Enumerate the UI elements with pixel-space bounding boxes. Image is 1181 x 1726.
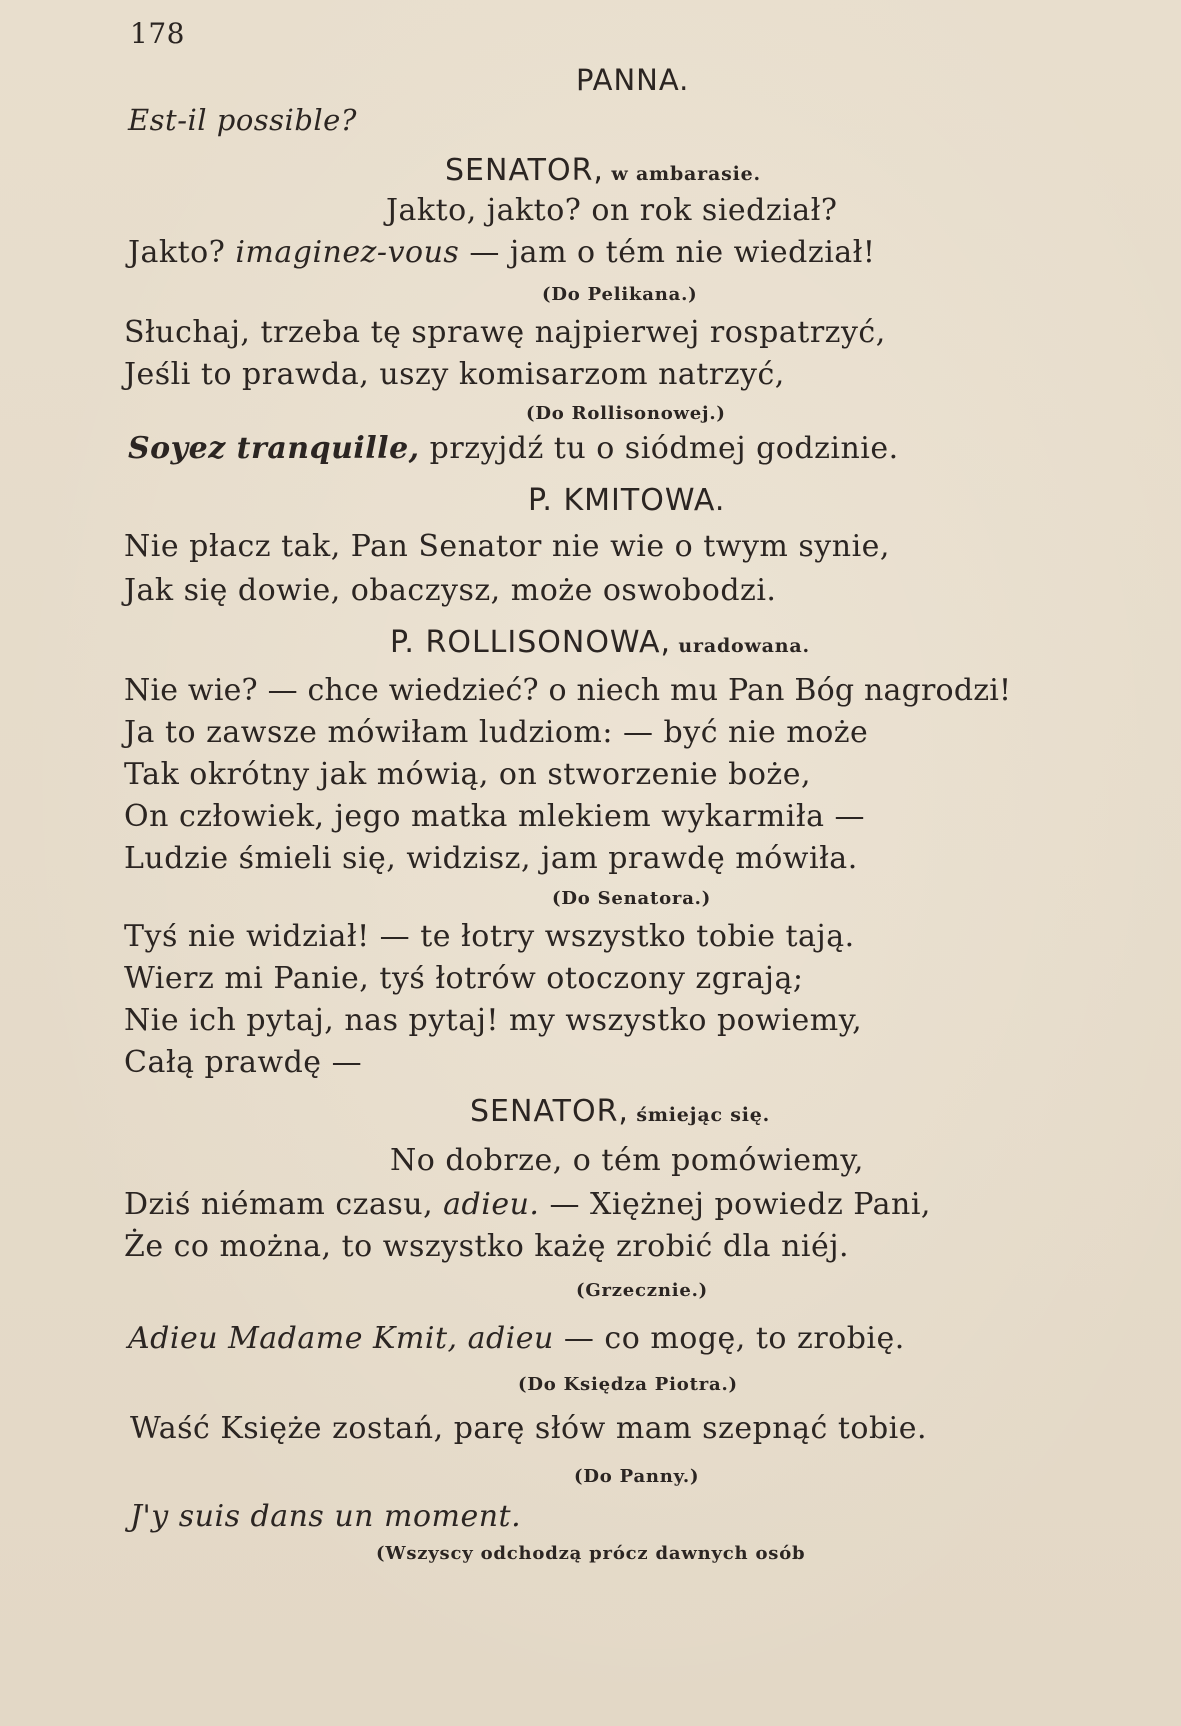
- verse-line: Jak się dowie, obaczysz, może oswobodzi.: [124, 573, 777, 608]
- verse-line: Tak okrótny jak mówią, on stworzenie boże,: [124, 757, 812, 792]
- text-span: — jam o tém nie wiedział!: [459, 235, 876, 270]
- verse-line: Est-il possible?: [128, 103, 357, 137]
- speaker-heading: [390, 625, 810, 660]
- verse-line: Że co można, to wszystko każę zrobić dla niéj.: [124, 1229, 850, 1264]
- verse-line: Nie ich pytaj, nas pytaj! my wszystko powiemy,: [124, 1003, 863, 1038]
- speaker-name: SENATOR,: [470, 1094, 629, 1129]
- stage-direction: (Do Księdza Piotra.): [518, 1374, 738, 1395]
- speaker-name: PANNA.: [576, 63, 690, 97]
- text-span: przyjdź tu o siódmej godzinie.: [419, 431, 899, 466]
- speaker-name: P. ROLLISONOWA,: [390, 625, 672, 660]
- stage-direction: (Do Senatora.): [552, 888, 712, 909]
- stage-direction: uradowana.: [671, 635, 810, 657]
- page-number: 178: [130, 17, 185, 50]
- verse-line: [124, 1187, 931, 1222]
- verse-line: No dobrze, o tém pomówiemy,: [390, 1143, 864, 1178]
- verse-line: [128, 1321, 905, 1356]
- stage-direction: (Do Panny.): [574, 1466, 700, 1487]
- verse-line: Nie wie? — chce wiedzieć? o niech mu Pan Bóg nagrodzi!: [124, 673, 1012, 708]
- verse-line: On człowiek, jego matka mlekiem wykarmiła —: [124, 799, 866, 834]
- speaker-name: P. KMITOWA.: [528, 483, 726, 518]
- stage-direction: (Wszyscy odchodzą prócz dawnych osób: [376, 1543, 806, 1564]
- verse-line: Całą prawdę —: [124, 1045, 363, 1080]
- verse-line: Waść Księże zostań, parę słów mam szepnąć tobie.: [130, 1411, 928, 1446]
- verse-line: Słuchaj, trzeba tę sprawę najpierwej rospatrzyć,: [124, 315, 886, 350]
- text-span: Dziś niémam czasu,: [124, 1187, 444, 1222]
- text-span: — co mogę, to zrobię.: [553, 1321, 905, 1356]
- text-span: Jakto?: [128, 235, 236, 270]
- italic-span: imaginez-vous: [235, 235, 460, 270]
- verse-line: J'y suis dans un moment.: [130, 1499, 522, 1534]
- verse-line: Jeśli to prawda, uszy komisarzom natrzyć,: [124, 357, 785, 392]
- verse-line: Ludzie śmieli się, widzisz, jam prawdę mówiła.: [124, 841, 858, 876]
- verse-line: Tyś nie widział! — te łotry wszystko tobie tają.: [124, 919, 855, 954]
- verse-line: [128, 431, 899, 466]
- verse-line: Jakto, jakto? on rok siedział?: [386, 193, 838, 228]
- speaker-heading: [445, 153, 761, 188]
- text-span: — Xiężnej powiedz Pani,: [539, 1187, 931, 1222]
- stage-direction: (Grzecznie.): [576, 1280, 708, 1301]
- italic-span: adieu.: [443, 1187, 540, 1222]
- stage-direction: w ambarasie.: [603, 163, 761, 185]
- verse-line: Wierz mi Panie, tyś łotrów otoczony zgrają;: [124, 961, 804, 996]
- stage-direction: (Do Pelikana.): [542, 284, 698, 305]
- verse-line: [128, 235, 876, 270]
- italic-span: Soyez tranquille,: [128, 431, 420, 466]
- stage-direction: (Do Rollisonowej.): [526, 403, 726, 424]
- verse-line: Ja to zawsze mówiłam ludziom: — być nie może: [124, 715, 869, 750]
- italic-span: Adieu Madame Kmit, adieu: [128, 1321, 554, 1356]
- speaker-name: SENATOR,: [445, 153, 604, 188]
- speaker-heading: [470, 1094, 771, 1129]
- verse-line: Nie płacz tak, Pan Senator nie wie o twym synie,: [124, 529, 890, 564]
- stage-direction: śmiejąc się.: [628, 1104, 771, 1126]
